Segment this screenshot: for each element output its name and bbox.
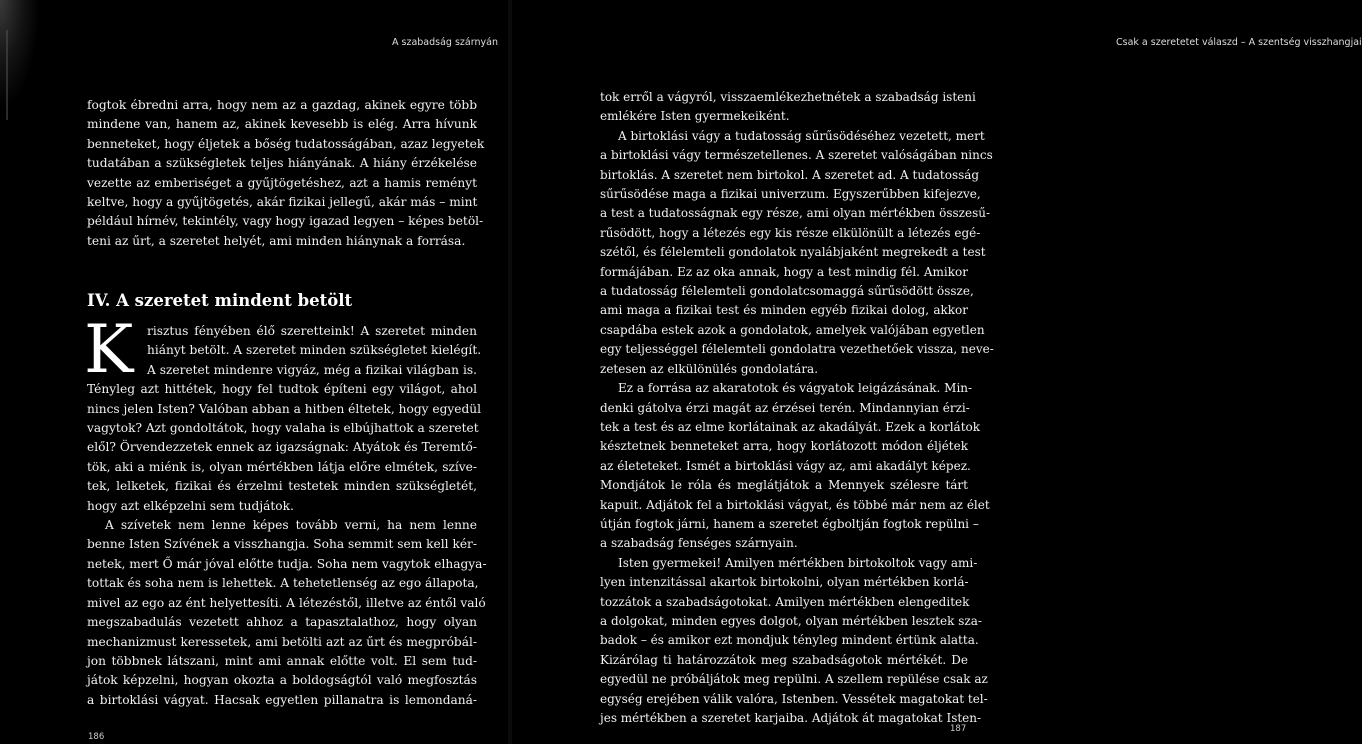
text-line: Isten gyermekei! Amilyen mértékben birtokoltok vagy ami- bbox=[618, 555, 978, 570]
text-line: risztus fényében élő szeretteink! A szeretet minden bbox=[147, 324, 477, 338]
text-line: csapdába estek azok a gondolatok, amelyek valójában egyetlen bbox=[600, 322, 985, 337]
text-line: a birtoklási vágyat. Hacsak egyetlen pillanatra is lemondaná- bbox=[87, 692, 477, 707]
text-line: Kizárólag ti határozzátok meg szabadságotok mértékét. De bbox=[600, 652, 968, 667]
text-line: a dolgokat, minden egyes dolgot, olyan mértékben lesztek sza- bbox=[600, 613, 982, 628]
text-line: birtoklás. A szeretet nem birtokol. A szeretet ad. A tudatosság bbox=[600, 167, 980, 182]
text-line: tök, aki a miénk is, olyan mértékben látja előre elmétek, szíve- bbox=[87, 459, 477, 474]
text-line: netek, mert Ő már jóval előtte tudja. Soha nem vagytok elhagya- bbox=[87, 556, 487, 571]
text-line: zetesen az elkülönülés gondolatára. bbox=[600, 361, 819, 376]
text-line: tok erről a vágyról, visszaemlékezhetnétek a szabadság isteni bbox=[600, 90, 976, 104]
text-line: az életeteket. Ismét a birtoklási vágy az, ami akadályt képez. bbox=[600, 458, 971, 473]
drop-cap: K bbox=[84, 311, 134, 388]
left-page-number: 186 bbox=[88, 732, 105, 742]
text-line: tudatában a szükségletek teljes hiányának. A hiány érzékelése bbox=[87, 156, 477, 171]
text-line: keltve, hogy a gyűjtögetés, akár fizikai jellegű, akár más – mint bbox=[87, 195, 478, 210]
text-line: teni az űrt, a szeretet helyét, ami minden hiánynak a forrása. bbox=[87, 233, 466, 248]
text-line: megszabadulás vezetett ahhoz a tapasztalathoz, hogy olyan bbox=[87, 615, 477, 630]
text-line: egység erejében válik valóra, Istenben. Vessétek magatokat tel- bbox=[600, 691, 988, 706]
text-line: benne Isten Szívének a visszhangja. Soha semmit sem kell kér- bbox=[87, 537, 477, 552]
text-line: denki gátolva érzi magát az érzései terén. Mindannyian érzi- bbox=[600, 400, 970, 415]
text-line: hogy azt elképzelni sem tudjátok. bbox=[87, 498, 294, 513]
text-line: tozzátok a szabadságotokat. Amilyen mértékben elengeditek bbox=[600, 594, 970, 609]
text-line: mivel az ego az ént helyettesíti. A létezéstől, illetve az éntől való bbox=[87, 595, 486, 610]
right-running-head: Csak a szeretetet válaszd – A szentség visszhangjai bbox=[1116, 37, 1362, 48]
text-line: A szívetek nem lenne képes tovább verni, ha nem lenne bbox=[105, 518, 477, 533]
text-line: tek a test és az elme korlátainak az akadályát. Ezek a korlátok bbox=[600, 419, 981, 434]
text-line: fogtok ébredni arra, hogy nem az a gazdag, akinek egyre több bbox=[87, 98, 477, 112]
text-line: útján fogtok járni, hanem a szeretet égboltján fogtok repülni – bbox=[600, 516, 979, 531]
text-line: Mondjátok le róla és meglátjátok a Mennyek szélesre tárt bbox=[600, 478, 968, 493]
text-line: A birtoklási vágy a tudatosság sűrűsödéséhez vezetett, mert bbox=[618, 128, 985, 143]
text-line: Tényleg azt hittétek, hogy fel tudtok építeni egy világot, ahol bbox=[87, 382, 477, 397]
text-line: a szabadság fenséges szárnyain. bbox=[600, 536, 798, 551]
text-line: a test a tudatosságnak egy része, ami olyan mértékben összesű- bbox=[600, 206, 991, 221]
text-line: nincs jelen Isten? Valóban abban a hitben éltetek, hogy egyedül bbox=[87, 401, 482, 416]
left-page bbox=[0, 0, 512, 744]
text-line: lyen intenzitással akartok birtokolni, olyan mértékben korlá- bbox=[600, 575, 969, 590]
text-line: vagytok? Azt gondoltátok, hogy valaha is elbújhattok a szeretet bbox=[87, 421, 479, 436]
text-line: vezette az emberiséget a gyűjtögetéshez, azt a hamis reményt bbox=[87, 175, 477, 190]
text-line: hiányt betölt. A szeretet minden szükségletet kielégít. bbox=[147, 343, 482, 358]
text-line: emlékére Isten gyermekeiként. bbox=[600, 109, 790, 124]
left-top-paragraph bbox=[87, 96, 485, 251]
left-running-head: A szabadság szárnyán bbox=[392, 37, 498, 48]
text-line: egyedül ne próbáljátok meg repülni. A szellem repülése csak az bbox=[600, 672, 988, 687]
text-line: kapuit. Adjátok fel a birtoklási vágyat, és többé már nem az élet bbox=[600, 497, 990, 512]
text-line: mindene van, hanem az, akinek kevesebb is elég. Arra hívunk bbox=[87, 117, 477, 132]
text-line: például hírnév, tekintély, vagy hogy igazad legyen – képes betöl- bbox=[87, 214, 484, 229]
text-line: a birtoklási vágy természetellenes. A szeretet valóságában nincs bbox=[600, 148, 993, 163]
chapter-title: IV. A szeretet mindent betölt bbox=[87, 291, 353, 310]
text-line: jon többnek látszani, mint ami annak előtte volt. El sem tud- bbox=[87, 653, 477, 668]
text-line: jes mértékben a szeretet karjaiba. Adjátok át magatokat Isten- bbox=[600, 711, 982, 725]
right-main-text bbox=[600, 88, 994, 728]
text-line: Ez a forrása az akaratotok és vágyatok leigázásának. Min- bbox=[618, 381, 973, 396]
text-line: formájában. Ez az oka annak, hogy a test mindig fél. Amikor bbox=[600, 264, 968, 279]
text-line: A szeretet mindenre vigyáz, még a fizikai világban is. bbox=[147, 362, 477, 377]
text-line: ami maga a fizikai test és minden egyéb fizikai dolog, akkor bbox=[600, 303, 968, 318]
right-page-number: 187 bbox=[950, 724, 967, 734]
text-line: késztetnek benneteket arra, hogy korlátozott módon éljétek bbox=[600, 439, 968, 454]
text-line: szétől, és félelemteli gondolatok nyalábjaként megrekedt a test bbox=[600, 245, 986, 260]
text-line: elől? Örvendezzetek ennek az igazságnak: Atyátok és Teremtő- bbox=[87, 440, 477, 455]
page-edge-mark bbox=[6, 30, 8, 120]
text-line: játok képzelni, hogyan okozta a boldogságtól való megfosztás bbox=[87, 673, 477, 688]
text-line: tek, lelketek, fizikai és érzelmi testetek minden szükségletét, bbox=[87, 479, 477, 494]
text-line: a tudatosság félelemteli gondolatcsomaggá sűrűsödött össze, bbox=[600, 284, 974, 299]
text-line: rűsödött, hogy a létezés egy kis része elkülönült a létezés egé- bbox=[600, 225, 981, 240]
text-line: badok – és amikor ezt mondjuk tényleg mindent értünk alatta. bbox=[600, 633, 979, 648]
text-line: tottak és soha nem is lehettek. A tehetetlenség az ego állapota, bbox=[87, 576, 479, 591]
left-main-text bbox=[87, 322, 487, 710]
text-line: sűrűsödése maga a fizikai univerzum. Egyszerűbben kifejezve, bbox=[600, 187, 981, 202]
text-line: egy teljességgel félelemteli gondolatra vezethetőek vissza, neve- bbox=[600, 342, 994, 357]
text-line: benneteket, hogy éljetek a bőség tudatosságában, azaz legyetek bbox=[87, 136, 485, 151]
text-line: mechanizmust keressetek, ami betölti azt az űrt és megpróbál- bbox=[87, 634, 477, 649]
